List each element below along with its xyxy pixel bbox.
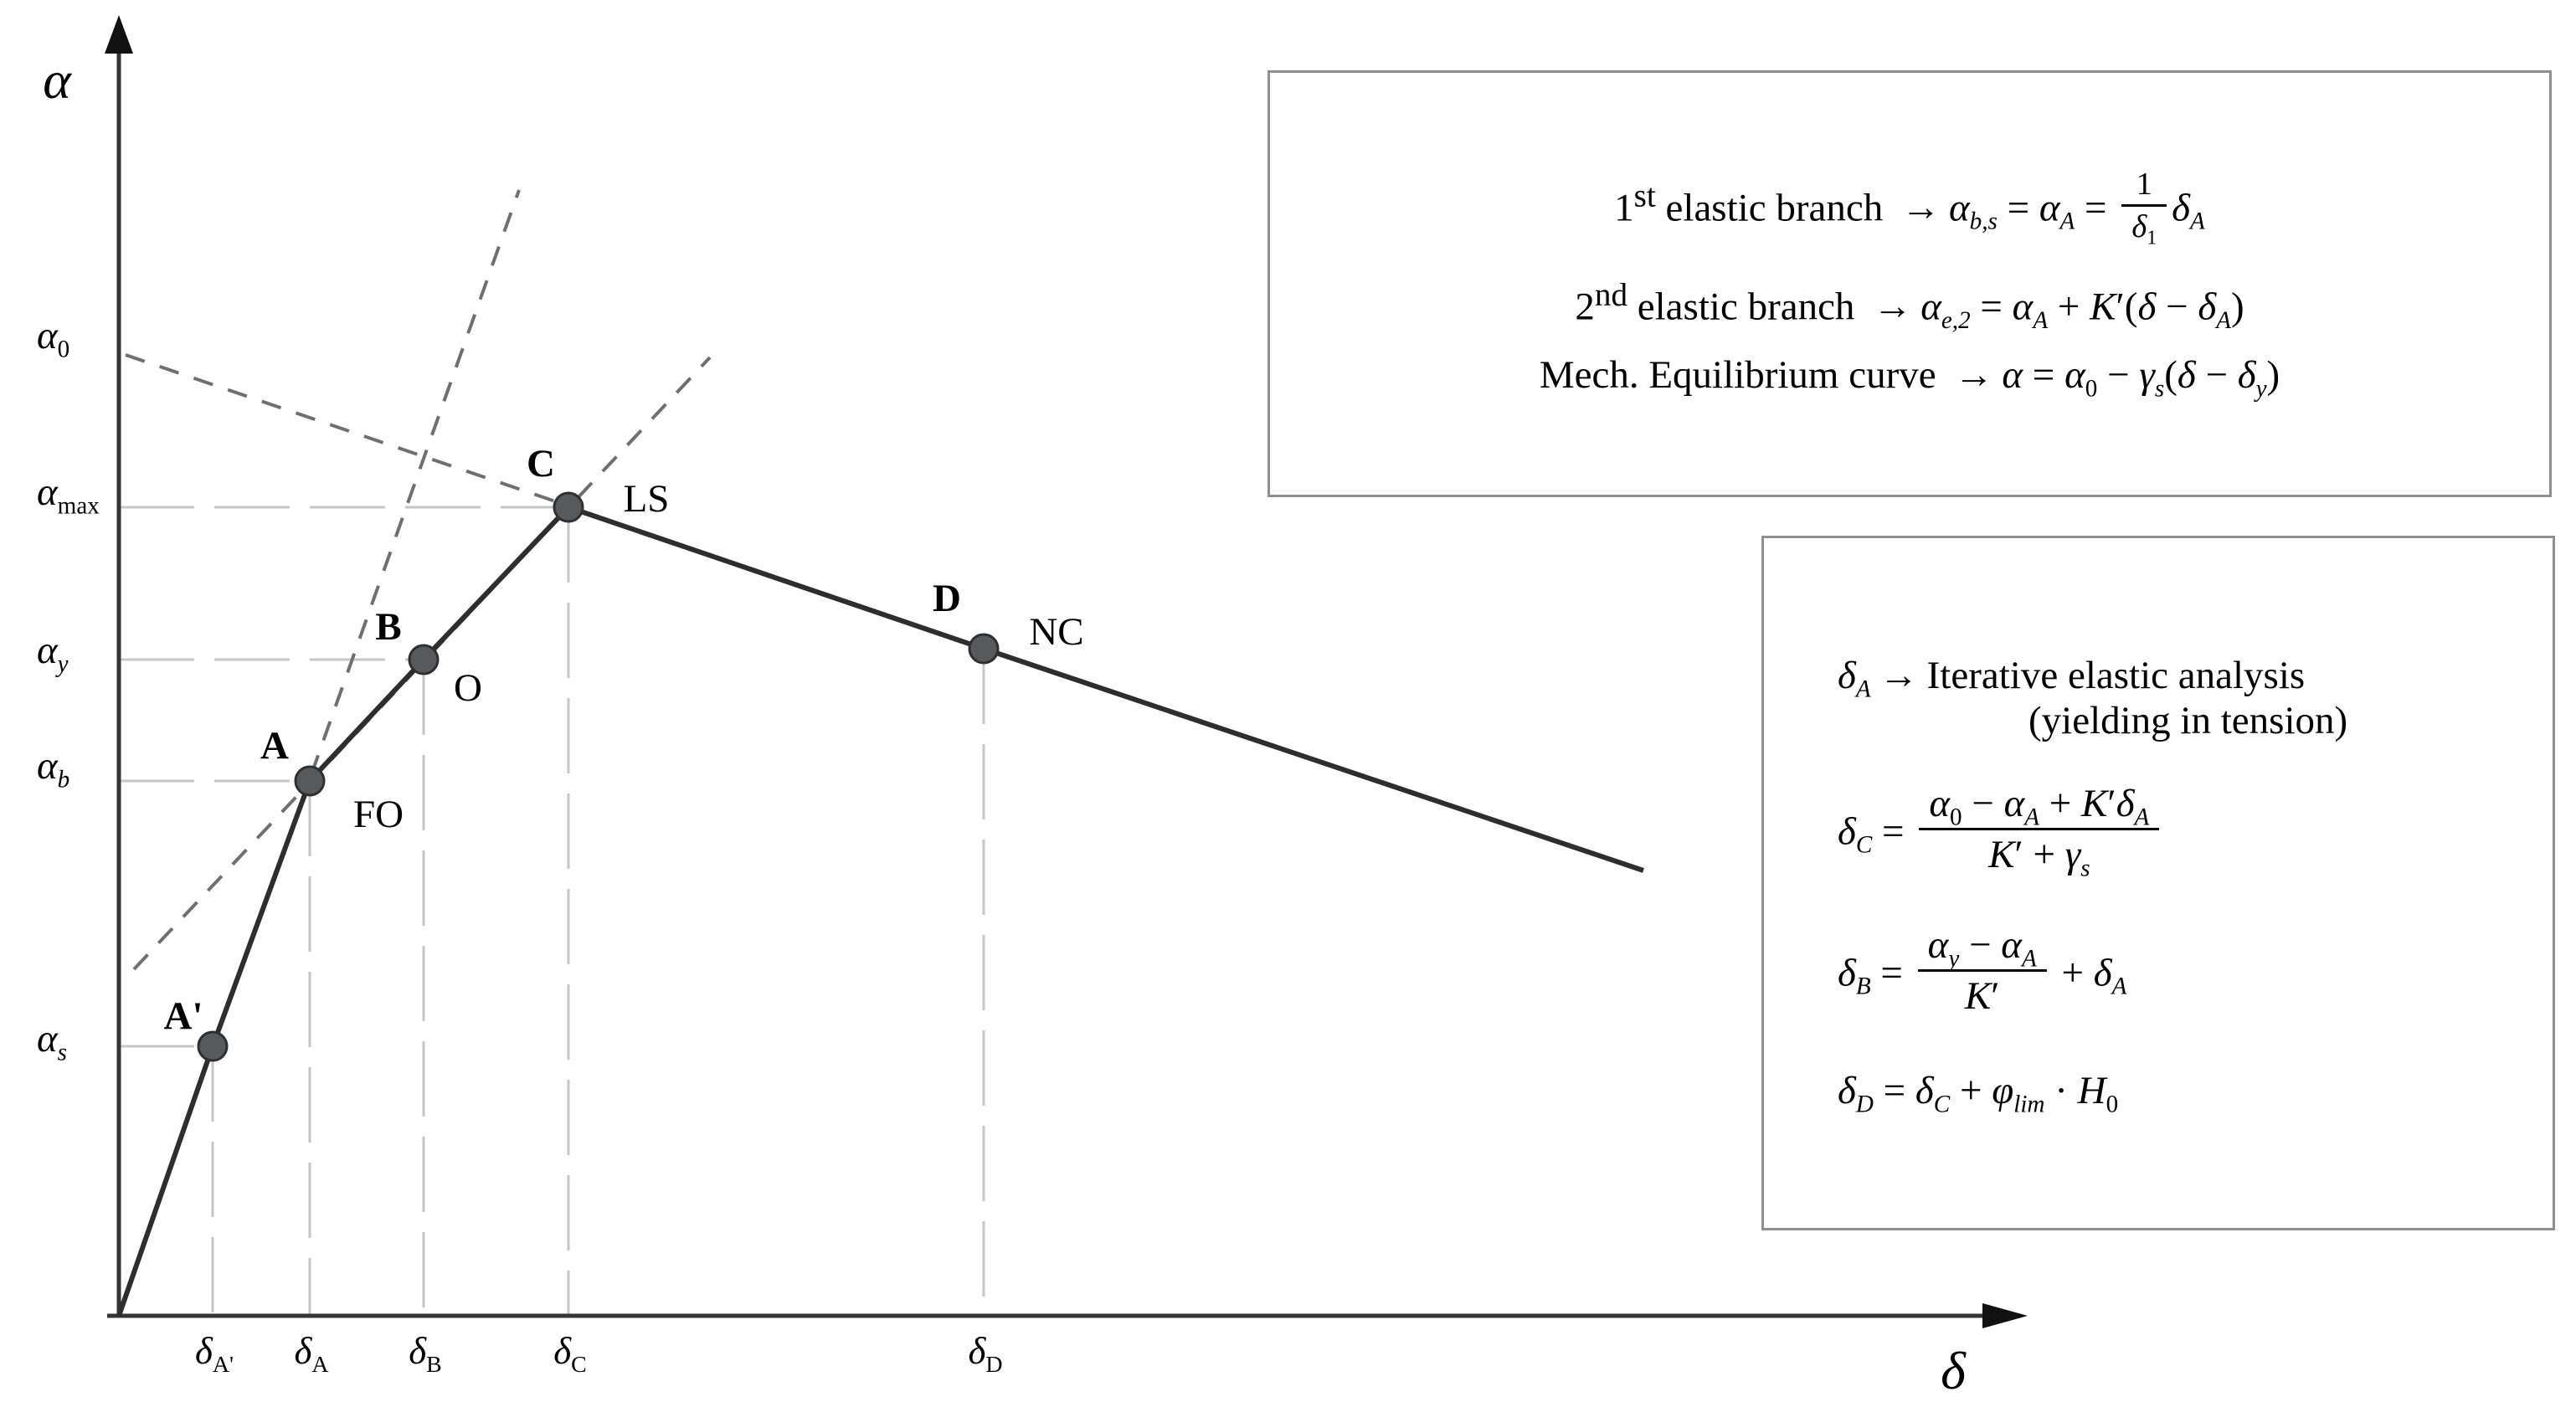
arrow-glyph: →	[1900, 185, 1941, 229]
math-sub: 0	[2085, 375, 2098, 403]
math-token: δ	[1838, 1069, 1856, 1112]
fraction	[2121, 164, 2167, 247]
math-token: H	[2077, 1069, 2106, 1112]
math-sub: A	[2134, 804, 2150, 831]
math-sub: A	[2111, 973, 2127, 1000]
math-token: K	[2081, 782, 2108, 825]
math-token: K	[1988, 833, 2015, 876]
point-label-C: C	[527, 442, 555, 485]
math-token: α	[1927, 923, 1949, 967]
tick-sub: max	[57, 492, 100, 520]
fraction	[1919, 779, 2159, 882]
math-token: )	[2230, 285, 2244, 329]
branch-equations-box	[1267, 70, 2552, 497]
tick-main: δ	[294, 1330, 312, 1372]
tick-main: δ	[194, 1330, 213, 1372]
fraction-denominator	[1919, 828, 2159, 882]
math-token: δ	[1915, 1069, 1934, 1112]
point-label-D: D	[933, 577, 961, 620]
fraction	[1918, 921, 2047, 1020]
math-token: α	[2002, 353, 2023, 398]
fraction-denominator	[1918, 969, 2047, 1020]
fraction-numerator	[1918, 921, 2047, 973]
math-sub: C	[1855, 831, 1873, 859]
math-token: elastic branch	[1627, 285, 1865, 329]
math-token: −	[2195, 353, 2238, 398]
math-token: γ	[2139, 353, 2155, 398]
math-token: 1	[1614, 185, 1634, 229]
tick-sub: b	[57, 766, 70, 793]
limit-state-tag-LS: LS	[623, 477, 670, 521]
math-token: α	[1920, 285, 1941, 329]
math-token: α	[1948, 185, 1970, 229]
tick-sub: B	[426, 1352, 442, 1378]
fraction-numerator: 1	[2136, 166, 2152, 202]
construction-dashed-line	[311, 190, 519, 774]
math-token: Iterative elastic analysis	[1926, 654, 2306, 697]
math-sub: A	[2021, 945, 2037, 973]
tick-sub: C	[571, 1352, 587, 1378]
y-axis-arrowhead-icon	[105, 15, 133, 54]
math-sub: s	[2080, 855, 2090, 882]
math-token: δ	[2177, 353, 2196, 398]
tick-main: α	[37, 470, 58, 514]
math-token: +	[1950, 1069, 1992, 1112]
ordinal-sup: nd	[1594, 276, 1628, 313]
math-sub: lim	[2013, 1091, 2045, 1118]
math-token: δ	[1838, 809, 1856, 854]
fraction-numerator	[1919, 779, 2159, 831]
tick-main: δ	[968, 1330, 986, 1372]
math-sub: y	[1948, 945, 1960, 973]
eq-deltaA-definition	[1838, 653, 2347, 743]
tick-sub: D	[985, 1352, 1003, 1378]
math-token: ·	[2044, 1069, 2078, 1112]
eq-deltaB-definition	[1838, 923, 2127, 1026]
tick-main: δ	[553, 1330, 572, 1372]
math-token: α	[2039, 185, 2060, 229]
y-tick-alphamax	[37, 470, 100, 520]
math-sub: A	[1855, 675, 1871, 703]
math-token: φ	[1992, 1069, 2014, 1112]
math-token: −	[2156, 285, 2198, 329]
math-token: K	[1964, 974, 1992, 1018]
delta-definitions-box	[1761, 536, 2555, 1230]
arrow-glyph: →	[1954, 353, 1994, 398]
tick-sub: A'	[212, 1352, 234, 1378]
math-token: =	[1970, 285, 2013, 329]
math-sub: A	[2190, 208, 2205, 235]
math-sub: 0	[1949, 804, 1962, 831]
limit-state-tag-O: O	[454, 666, 482, 710]
math-token: =	[1873, 1069, 1915, 1112]
math-token: δ	[2116, 782, 2135, 825]
y-tick-alphas	[37, 1016, 68, 1066]
math-sub: C	[1933, 1091, 1951, 1118]
math-token: α	[1929, 782, 1950, 825]
construction-dashed-line	[126, 355, 563, 504]
point-marker	[409, 645, 438, 674]
math-token: −	[2097, 353, 2140, 398]
x-axis-label: δ	[1941, 1341, 1966, 1400]
eq-deltaC-definition	[1838, 782, 2164, 885]
math-token: α	[2001, 923, 2022, 967]
math-token: δ	[1838, 951, 1856, 995]
math-token: δ	[2237, 353, 2256, 398]
y-axis-label: α	[43, 50, 71, 110]
tick-sub: A	[311, 1352, 329, 1378]
point-label-A: A	[260, 724, 289, 768]
y-tick-alphay	[37, 628, 69, 678]
math-sub: D	[1855, 1091, 1874, 1118]
tick-main: α	[37, 314, 58, 357]
point-label-Aprime: A'	[163, 994, 203, 1038]
math-token: δ	[1838, 654, 1856, 697]
tick-sub: s	[57, 1039, 68, 1066]
limit-state-tag-NC: NC	[1029, 610, 1084, 654]
math-token: =	[2023, 353, 2065, 398]
math-token: Mech. Equilibrium curve	[1539, 353, 1946, 398]
x-tick-deltaA	[294, 1329, 329, 1378]
capacity-curve	[119, 507, 1643, 1316]
math-token: ′(	[2116, 285, 2138, 329]
math-token: +	[2051, 951, 2094, 995]
math-sub: A	[2216, 306, 2231, 334]
eq-1st-elastic-branch	[1614, 166, 2205, 253]
tick-main: α	[37, 629, 58, 672]
arrow-glyph: →	[1879, 654, 1919, 697]
math-token: δ	[2172, 185, 2191, 229]
tick-main: α	[37, 744, 58, 788]
tick-main: α	[37, 1017, 58, 1060]
math-token: α	[2064, 353, 2085, 398]
math-token: ′	[2107, 782, 2116, 825]
math-token: 2	[1575, 285, 1595, 329]
math-token: δ	[2198, 285, 2217, 329]
math-token: −	[1959, 923, 2002, 967]
math-token: =	[1872, 809, 1915, 854]
eq-mech-equilibrium-curve	[1539, 352, 2280, 403]
math-token: γ	[2064, 833, 2081, 876]
math-token: elastic branch	[1655, 185, 1893, 229]
math-token: +	[2048, 285, 2090, 329]
ordinal-sup: st	[1633, 177, 1656, 214]
math-sub: e,2	[1941, 306, 1971, 334]
math-token: δ	[2093, 951, 2112, 995]
math-token: −	[1962, 782, 2004, 825]
math-token: =	[1870, 951, 1913, 995]
math-token: α	[2003, 782, 2025, 825]
math-sub: B	[1855, 973, 1871, 1000]
math-token: K	[2090, 285, 2116, 329]
point-marker	[554, 493, 583, 521]
math-sub: A	[2059, 208, 2075, 235]
limit-state-tag-FO: FO	[352, 793, 404, 836]
math-token: )	[2266, 353, 2280, 398]
tick-sub: y	[57, 650, 69, 678]
eq-2nd-elastic-branch	[1575, 276, 2244, 334]
x-tick-deltaC	[553, 1329, 587, 1378]
math-sub: A	[2024, 804, 2040, 831]
fraction-denominator	[2121, 204, 2167, 247]
math-token: α	[2012, 285, 2034, 329]
math-sub: s	[2154, 375, 2165, 403]
eq-deltaA-definition-line2: (yielding in tension)	[2028, 699, 2348, 742]
arrow-glyph: →	[1873, 285, 1913, 329]
tick-main: δ	[409, 1330, 427, 1372]
eq-deltaD-definition	[1838, 1068, 2119, 1118]
math-token: ′	[1991, 974, 2000, 1018]
math-sub: 1	[2147, 227, 2157, 249]
math-token: +	[2039, 782, 2082, 825]
math-token: ′ +	[2014, 833, 2065, 876]
math-sub: A	[2033, 306, 2049, 334]
point-label-B: B	[375, 605, 402, 649]
math-sub: y	[2255, 375, 2267, 403]
math-token: (	[2164, 353, 2178, 398]
x-tick-deltaD	[968, 1329, 1003, 1378]
x-tick-deltaB	[409, 1329, 442, 1378]
tick-sub: 0	[57, 336, 70, 363]
point-marker	[969, 634, 998, 663]
math-sub: 0	[2106, 1091, 2119, 1118]
math-token: =	[1997, 185, 2039, 229]
y-tick-alphab	[37, 743, 70, 793]
y-tick-alpha0	[37, 313, 70, 363]
math-token: δ	[2131, 208, 2147, 244]
math-token: =	[2075, 185, 2117, 229]
x-tick-deltaAprime	[194, 1329, 234, 1378]
point-marker	[296, 767, 324, 795]
math-sub: b,s	[1969, 208, 1998, 235]
math-token: δ	[2137, 285, 2157, 329]
x-axis-arrowhead-icon	[1982, 1303, 2028, 1328]
